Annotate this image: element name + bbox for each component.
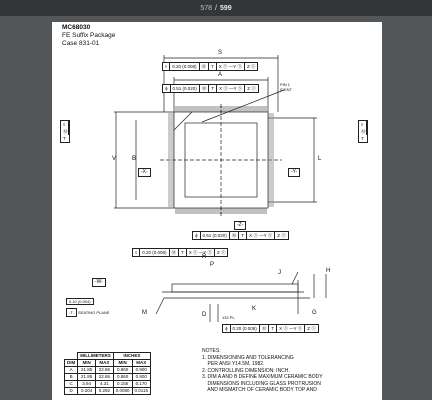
table-cell: 0.0080 (113, 388, 132, 395)
table-cell: 21.85 (78, 367, 96, 374)
group-header-inches: INCHES (113, 353, 150, 360)
table-cell: 0.860 (113, 367, 132, 374)
datum-ref: Z Ⓢ (246, 64, 256, 69)
datum-ref: X Ⓢ —Y Ⓢ (277, 325, 305, 332)
table-cell: 0.0115 (132, 388, 150, 395)
datum-ref: T (209, 85, 217, 92)
notes-title: NOTES: (202, 348, 221, 354)
total-pages: 599 (219, 4, 232, 12)
table-cell: 0.155 (113, 381, 132, 388)
datum-ref: X Ⓢ —Y Ⓢ (247, 232, 275, 239)
note-line: AND MISMATCH OF CERAMIC BODY TOP AND (202, 387, 317, 393)
table-row (65, 367, 151, 374)
datum-t: -T- (66, 308, 77, 317)
datum-ref: T (239, 232, 247, 239)
datum-ref: X Ⓢ —Y Ⓢ (187, 249, 215, 256)
datum-z: -Z- (234, 221, 246, 230)
fcf-profile-top (162, 62, 258, 71)
pdf-viewer-toolbar (0, 0, 432, 16)
table-cell: 4.31 (96, 381, 114, 388)
dim-label-k: K (252, 306, 257, 312)
datum-ref: T (269, 325, 277, 332)
notes-section (202, 348, 372, 394)
datum-ref: T (179, 249, 187, 256)
flatness-tolerance: 0.10 (0.004) (66, 298, 94, 305)
fcf-position-mid (192, 231, 289, 240)
table-row (65, 388, 151, 395)
modifier-symbol: Ⓜ (63, 129, 68, 134)
dim-label-d: D (202, 312, 207, 318)
table-cell: 0.900 (132, 374, 150, 381)
case-number: Case 831-01 (62, 40, 100, 47)
table-cell: A (65, 367, 78, 374)
package-outline-drawing (52, 22, 382, 400)
note-line: DIMENSIONS INCLUDING GLASS PROTRUSION (202, 380, 321, 387)
table-cell: 0.170 (132, 381, 150, 388)
fcf-profile-right (358, 120, 368, 143)
pin1-ident-label: PIN 1 IDENT (280, 82, 292, 92)
note-line: PER ANSI Y14.5M, 1982. (202, 361, 265, 367)
col-header: MAX (96, 360, 114, 367)
table-cell: B (65, 374, 78, 381)
dim-label-p: P (210, 262, 215, 268)
modifier-symbol: Ⓜ (230, 232, 240, 239)
table-cell: 22.86 (96, 367, 114, 374)
dimension-table (64, 352, 151, 395)
fcf-profile-r (132, 248, 228, 257)
position-symbol-icon: ϕ (223, 325, 231, 332)
dim-label-b: B (132, 156, 137, 162)
fcf-position-a (162, 84, 259, 93)
fcf-position-d (222, 324, 319, 333)
table-cell: D (65, 388, 78, 395)
datum-ref: T (63, 136, 66, 141)
modifier-symbol: Ⓜ (260, 325, 270, 332)
col-header: DIM (65, 360, 78, 367)
tolerance-value: 0.20 (0.008) (231, 325, 260, 332)
table-row (65, 381, 151, 388)
table-row (65, 374, 151, 381)
profile-symbol-icon: ◊ (61, 121, 69, 128)
seating-plane-label: SEATING PLANE (78, 310, 110, 315)
package-type: FE Suffix Package (62, 32, 116, 39)
datum-ref: X Ⓢ —Y Ⓢ (217, 85, 245, 92)
modifier-symbol: Ⓜ (200, 63, 210, 70)
table-cell: 22.86 (96, 374, 114, 381)
tolerance-value: 0.20 (0.008) (170, 63, 199, 70)
table-cell: 0.860 (113, 374, 132, 381)
datum-y: -Y- (288, 168, 300, 177)
col-header: MIN (78, 360, 96, 367)
datum-ref: X Ⓢ —Y Ⓢ (217, 63, 245, 70)
group-header-mm: MILLIMETERS (78, 353, 114, 360)
dim-label-v: V (112, 156, 117, 162)
dim-label-s: S (218, 50, 223, 56)
dim-label-j: J (278, 270, 281, 276)
profile-symbol-icon: ◊ (133, 249, 140, 256)
tolerance-value: 0.51 (0.020) (171, 85, 200, 92)
datum-w: -W- (92, 278, 106, 287)
dim-label-g: G (312, 310, 317, 316)
dim-label-m: M (142, 310, 147, 316)
datum-ref: T (209, 63, 217, 70)
col-header: MAX (132, 360, 150, 367)
dim-label-a: A (218, 72, 223, 78)
modifier-symbol: Ⓜ (170, 249, 180, 256)
datum-ref: Z Ⓢ (307, 326, 316, 331)
table-cell: 21.85 (78, 374, 96, 381)
datum-ref: Z Ⓢ (277, 233, 286, 238)
note-line: 3. DIM A AND B DEFINE MAXIMUM CERAMIC BODY (202, 374, 323, 380)
table-cell: 3.94 (78, 381, 96, 388)
datum-ref: Z Ⓢ (247, 86, 256, 91)
tolerance-value: 0.51 (0.020) (201, 232, 230, 239)
position-symbol-icon: ϕ (163, 85, 171, 92)
page-separator: / (215, 4, 217, 12)
dim-label-l: L (318, 156, 322, 162)
profile-symbol-icon: ◊ (359, 121, 367, 128)
datum-ref: T (361, 136, 364, 141)
datum-x: -X- (138, 168, 151, 177)
note-line: 2. CONTROLLING DIMENSION: INCH. (202, 367, 290, 374)
document-page (52, 22, 382, 400)
table-cell: 0.292 (96, 388, 114, 395)
dim-label-r: R (202, 254, 207, 260)
note-line: 1. DIMENSIONING AND TOLERANCING (202, 354, 294, 361)
modifier-symbol: Ⓜ (361, 129, 366, 134)
modifier-symbol: Ⓜ (200, 85, 210, 92)
tolerance-value: 0.20 (0.008) (140, 249, 169, 256)
profile-symbol-icon: ◊ (163, 63, 170, 70)
dim-label-h: H (326, 268, 331, 274)
col-header: MIN (113, 360, 132, 367)
table-cell: C (65, 381, 78, 388)
current-page-number[interactable]: 578 (200, 4, 213, 12)
datum-ref: Z Ⓢ (216, 250, 226, 255)
fcf-profile-left (60, 120, 70, 143)
table-cell: 0.204 (78, 388, 96, 395)
lead-count-label: 132 PL (222, 315, 235, 320)
part-number: MC68030 (62, 24, 91, 31)
position-symbol-icon: ϕ (193, 232, 201, 239)
table-cell: 0.900 (132, 367, 150, 374)
